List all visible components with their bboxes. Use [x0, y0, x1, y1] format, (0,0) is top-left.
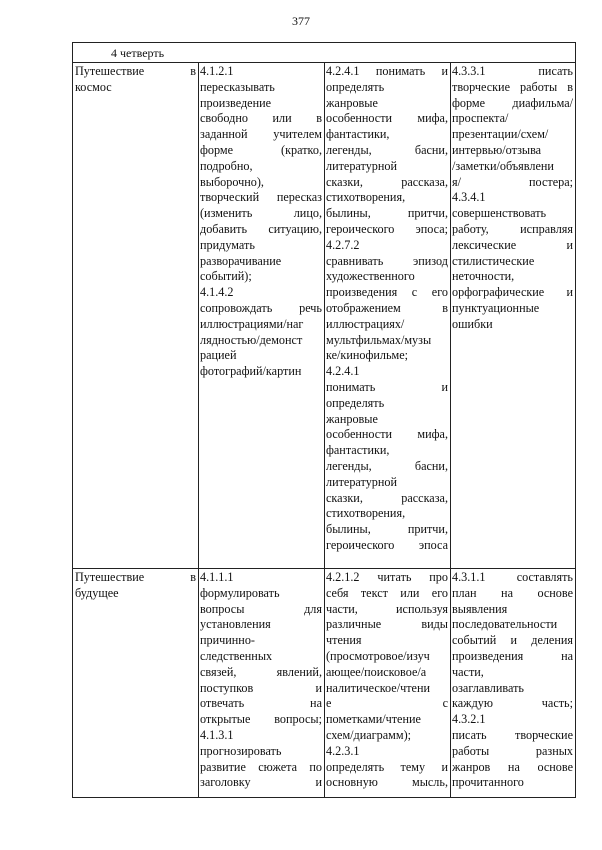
cell-text-line: стилистические: [452, 253, 535, 268]
cell-text-line: особенности мифа,: [326, 427, 448, 442]
cell-text-line: выявления: [452, 601, 508, 616]
cell-text-line: 4.3.1.1 составлять: [452, 570, 573, 584]
cell-text-line: следственных: [200, 648, 273, 663]
cell-text-line: определять тему и: [326, 759, 448, 774]
cell-text-line: совершенствовать: [452, 206, 547, 221]
cell-text-line: придумать: [200, 237, 255, 252]
cell-text-line: 4.2.4.1: [326, 364, 360, 379]
table-rule: [324, 62, 325, 797]
cell-text-line: определять: [326, 395, 385, 410]
cell-text-line: героического эпоса;: [326, 221, 448, 236]
cell-text-line: сказки, рассказа,: [326, 490, 448, 505]
topic-cell: [75, 64, 196, 96]
cell-text-line: былины, притчи,: [326, 522, 448, 537]
cell-text-line: 4.3.4.1: [452, 190, 486, 205]
cell-text-line: работы разных: [452, 743, 573, 758]
cell-text-line: прогнозировать: [200, 743, 282, 758]
cell-text-line: творческий пересказ: [200, 190, 322, 205]
cell-text-line: определять: [326, 79, 385, 94]
table-rule: [198, 62, 199, 797]
cell-text-line: открытые вопросы;: [200, 712, 322, 727]
cell-text-line: формулировать: [200, 585, 280, 600]
cell-text-line: основную мысль,: [326, 775, 448, 790]
cell-text-line: поступков и: [200, 680, 322, 695]
cell-text-line: 4.3.3.1 писать: [452, 64, 573, 78]
skills-cell-reading: [326, 570, 448, 791]
cell-text-line: форме диафильма/: [452, 95, 573, 110]
cell-text-line: подробно,: [200, 158, 253, 173]
cell-text-line: фотографий/картин: [200, 364, 302, 379]
cell-text-line: ающее/поисковое/а: [326, 664, 427, 679]
skills-cell-writing: [452, 64, 573, 333]
cell-text-line: литературной: [326, 158, 398, 173]
cell-text-line: последовательности: [452, 617, 558, 632]
cell-text-line: произведения на: [452, 648, 573, 663]
cell-text-line: орфографические и: [452, 285, 573, 300]
cell-text-line: сравнивать эпизод: [326, 253, 448, 268]
cell-text-line: неточности,: [452, 269, 515, 284]
cell-text-line: 4.2.3.1: [326, 743, 360, 758]
cell-text-line: ошибки: [452, 316, 493, 331]
cell-text-line: план на основе: [452, 585, 573, 600]
cell-text-line: заданной учителем: [200, 127, 322, 142]
skills-cell-speaking: [200, 64, 322, 380]
cell-text-line: 4.2.1.2 читать про: [326, 570, 448, 584]
cell-text-line: сказки, рассказа,: [326, 174, 448, 189]
cell-text-line: отображением в: [326, 300, 448, 315]
cell-text-line: интервью/отзыва: [452, 142, 542, 157]
cell-text-line: различные виды: [326, 617, 448, 632]
cell-text-line: иллюстрациях/: [326, 316, 405, 331]
topic-line: космос: [75, 79, 112, 94]
cell-text-line: фантастики,: [326, 443, 390, 458]
cell-text-line: работу, исправляя: [452, 221, 573, 236]
cell-text-line: 4.2.4.1 понимать и: [326, 64, 448, 78]
topic-line: Путешествие в: [75, 64, 196, 78]
cell-text-line: вопросы для: [200, 601, 322, 616]
cell-text-line: произведение: [200, 95, 272, 110]
topic-cell: [75, 570, 196, 602]
cell-text-line: пересказывать: [200, 79, 275, 94]
table-rule: [450, 62, 451, 797]
cell-text-line: озаглавливать: [452, 680, 524, 695]
cell-text-line: особенности мифа,: [326, 111, 448, 126]
cell-text-line: понимать и: [326, 379, 448, 394]
cell-text-line: пометками/чтение: [326, 712, 421, 727]
cell-text-line: я/ постера;: [452, 174, 573, 189]
cell-text-line: форме (кратко,: [200, 142, 322, 157]
cell-text-line: 4.1.4.2: [200, 285, 234, 300]
cell-text-line: писать творческие: [452, 727, 573, 742]
cell-text-line: части,: [452, 664, 484, 679]
cell-text-line: ке/кинофильме;: [326, 348, 409, 363]
cell-text-line: жанровые: [326, 411, 378, 426]
topic-line: Путешествие в: [75, 570, 196, 584]
cell-text-line: литературной: [326, 474, 398, 489]
cell-text-line: героического эпоса: [326, 537, 448, 552]
cell-text-line: проспекта/: [452, 111, 509, 126]
cell-text-line: былины, притчи,: [326, 206, 448, 221]
cell-text-line: легенды, басни,: [326, 458, 448, 473]
skills-cell-speaking: [200, 570, 322, 791]
page-number: 377: [292, 14, 310, 28]
cell-text-line: добавить ситуацию,: [200, 221, 322, 236]
cell-text-line: жанровые: [326, 95, 378, 110]
cell-text-line: разворачивание: [200, 253, 282, 268]
cell-text-line: фантастики,: [326, 127, 390, 142]
cell-text-line: произведения с его: [326, 285, 448, 300]
cell-text-line: иллюстрациями/наг: [200, 316, 304, 331]
cell-text-line: 4.1.2.1: [200, 64, 234, 78]
cell-text-line: событий и деления: [452, 633, 573, 648]
cell-text-line: развитие сюжета по: [200, 759, 322, 774]
cell-text-line: художественного: [326, 269, 415, 284]
cell-text-line: себя текст или его: [326, 585, 448, 600]
curriculum-table: [72, 42, 576, 798]
cell-text-line: жанров на основе: [452, 759, 573, 774]
quarter-label: 4 четверть: [111, 46, 165, 60]
cell-text-line: лексические и: [452, 237, 573, 252]
cell-text-line: связей, явлений,: [200, 664, 322, 679]
cell-text-line: отвечать на: [200, 696, 322, 711]
cell-text-line: 4.3.2.1: [452, 712, 486, 727]
cell-text-line: свободно или в: [200, 111, 322, 126]
cell-text-line: стихотворения,: [326, 190, 406, 205]
cell-text-line: сопровождать речь: [200, 300, 322, 315]
cell-text-line: части, используя: [326, 601, 448, 616]
cell-text-line: заголовку и: [200, 775, 322, 790]
cell-text-line: мультфильмах/музы: [326, 332, 432, 347]
cell-text-line: выборочно),: [200, 174, 264, 189]
cell-text-line: пунктуационные: [452, 300, 540, 315]
cell-text-line: каждую часть;: [452, 696, 573, 711]
cell-text-line: событий);: [200, 269, 252, 284]
cell-text-line: легенды, басни,: [326, 142, 448, 157]
cell-text-line: 4.2.7.2: [326, 237, 360, 252]
cell-text-line: схем/диаграмм);: [326, 727, 412, 742]
cell-text-line: (просмотровое/изуч: [326, 648, 430, 663]
cell-text-line: 4.1.1.1: [200, 570, 234, 584]
cell-text-line: рацией: [200, 348, 237, 363]
cell-text-line: творческие работы в: [452, 79, 573, 94]
cell-text-line: е с: [326, 696, 448, 711]
cell-text-line: причинно-: [200, 633, 255, 648]
cell-text-line: презентации/схем/: [452, 127, 549, 142]
cell-text-line: лядностью/демонст: [200, 332, 303, 347]
skills-cell-reading: [326, 64, 448, 554]
cell-text-line: установления: [200, 617, 271, 632]
cell-text-line: прочитанного: [452, 775, 524, 790]
topic-line: будущее: [75, 585, 119, 600]
cell-text-line: 4.1.3.1: [200, 727, 234, 742]
cell-text-line: /заметки/объявлени: [452, 158, 554, 173]
skills-cell-writing: [452, 570, 573, 791]
cell-text-line: (изменить лицо,: [200, 206, 322, 221]
cell-text-line: стихотворения,: [326, 506, 406, 521]
cell-text-line: налитическое/чтени: [326, 680, 430, 695]
cell-text-line: чтения: [326, 633, 362, 648]
